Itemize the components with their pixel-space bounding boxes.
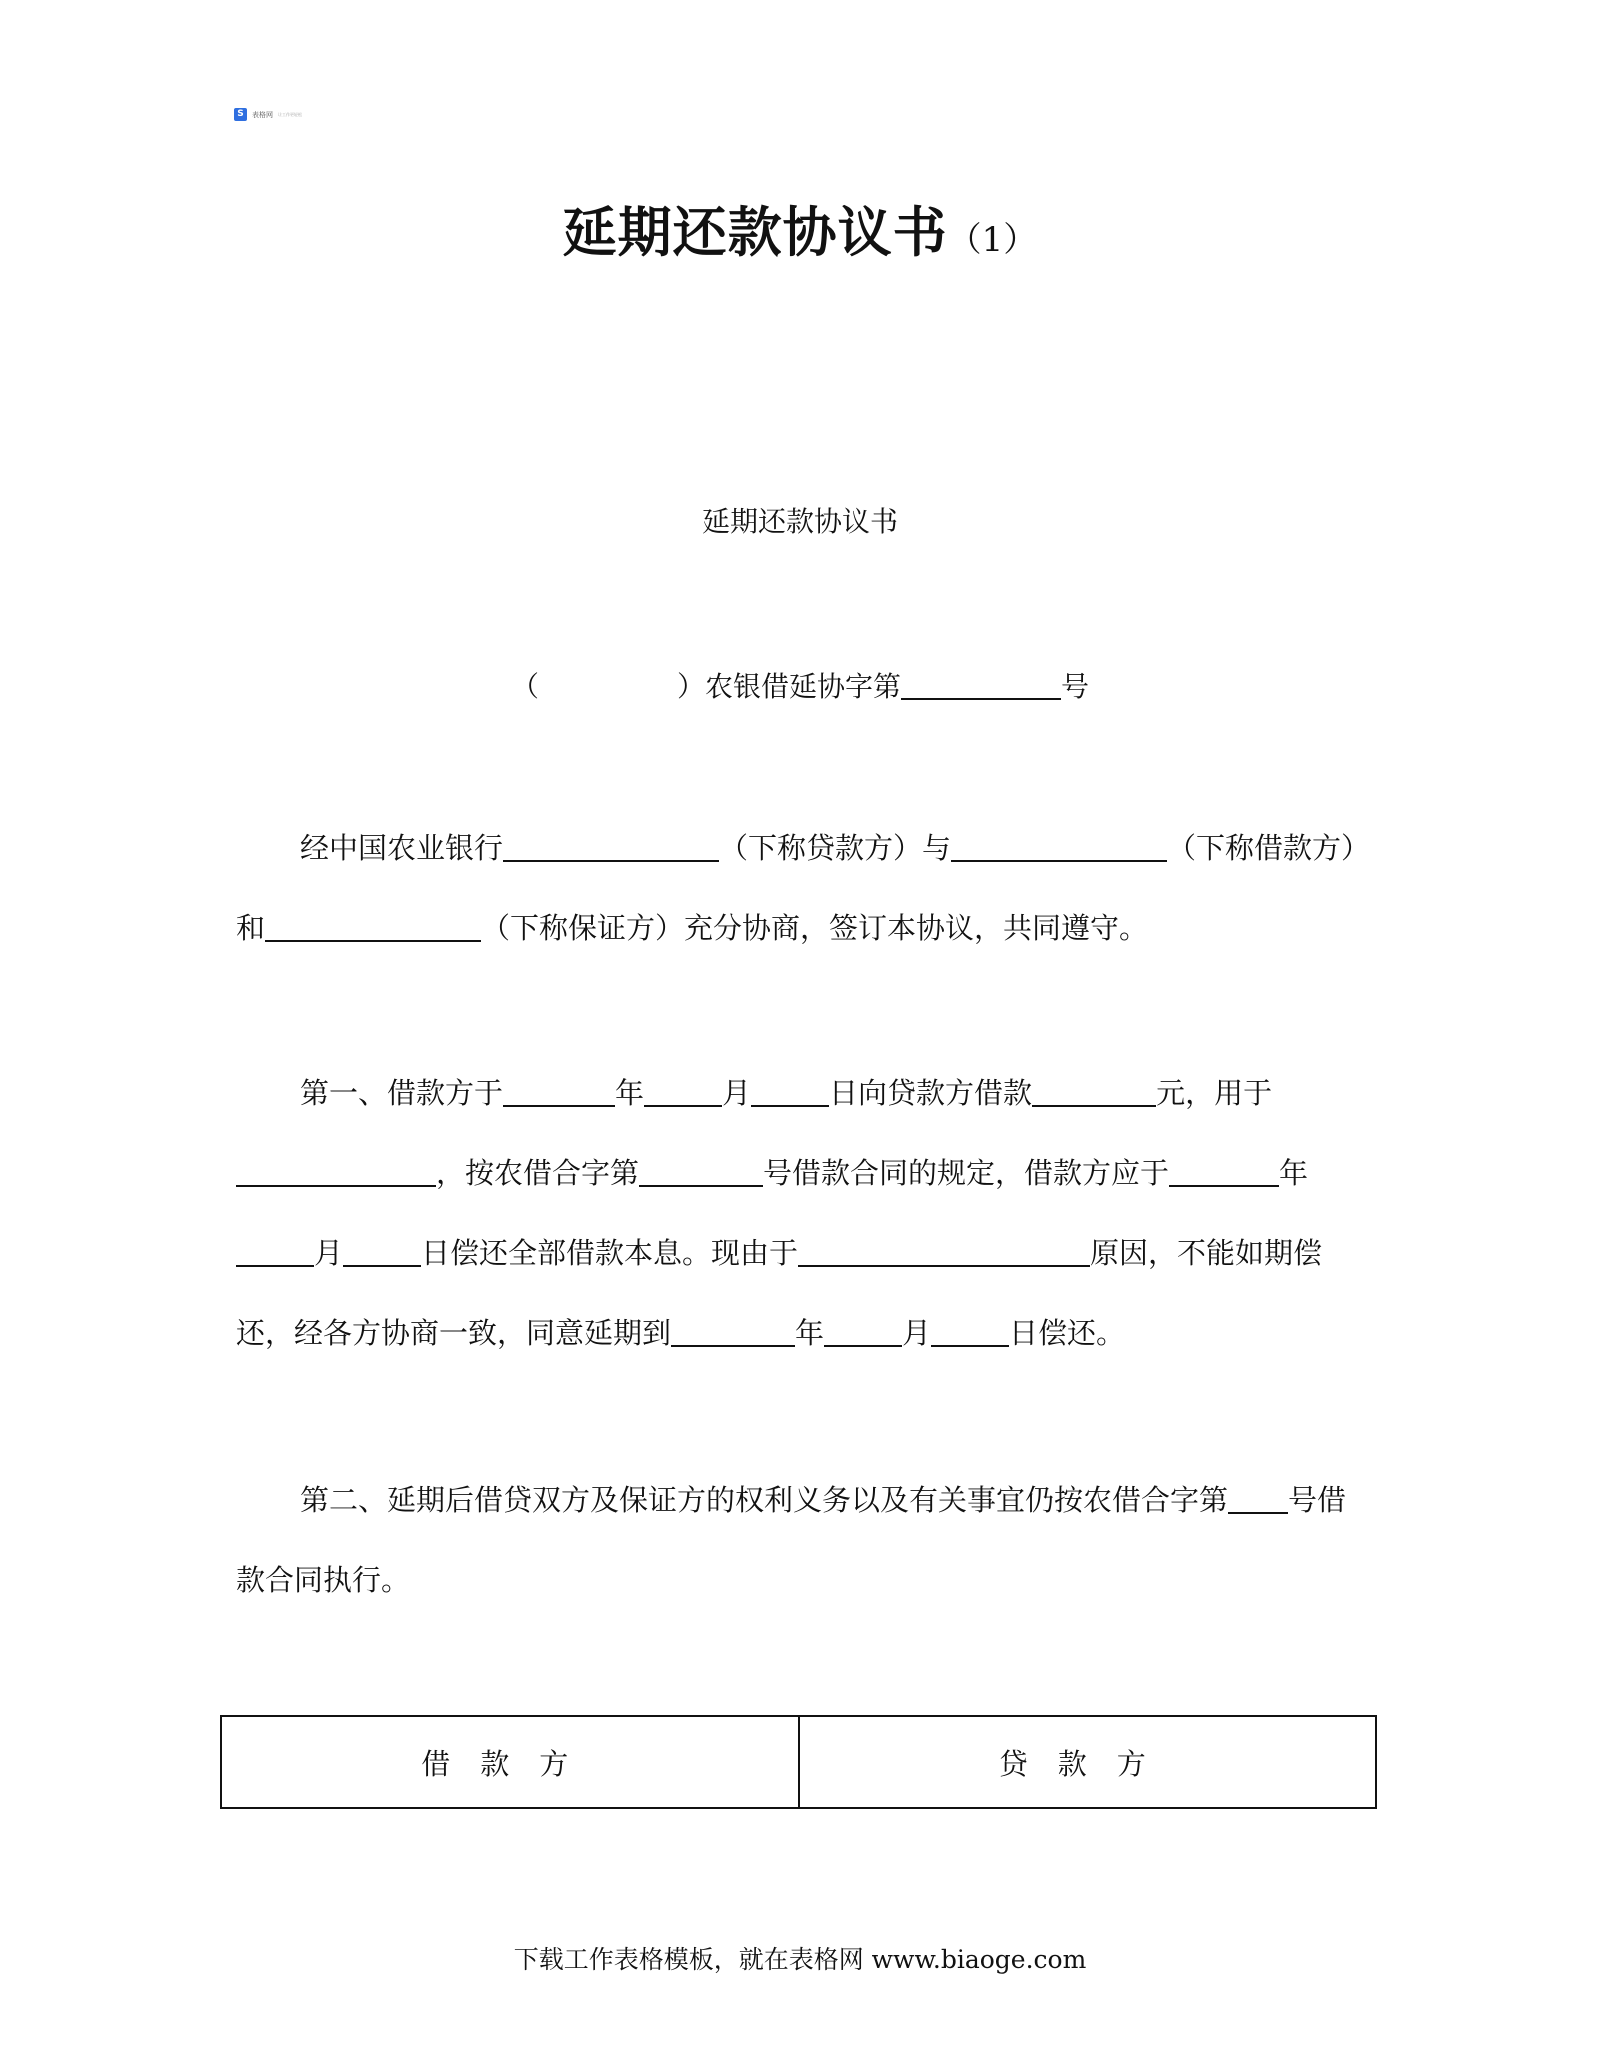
para2-text-13: 月 bbox=[902, 1316, 932, 1350]
guarantor-name-blank bbox=[265, 911, 481, 942]
original-contract-blank bbox=[1228, 1483, 1288, 1514]
page-title bbox=[0, 190, 1600, 267]
paragraph-parties bbox=[236, 808, 1364, 968]
due-year-blank bbox=[1169, 1156, 1279, 1187]
para2-text-8: 年 bbox=[1279, 1156, 1309, 1190]
signature-cell-borrower: 借款方 bbox=[421, 1746, 599, 1781]
para2-text-10: 日偿还全部借款本息。现由于 bbox=[421, 1236, 799, 1270]
borrower-name-blank bbox=[951, 831, 1167, 862]
loan-purpose-blank bbox=[236, 1156, 436, 1187]
document-subtitle: 延期还款协议书 bbox=[701, 505, 898, 538]
loan-amount-blank bbox=[1032, 1076, 1156, 1107]
para2-text-14: 日偿还。 bbox=[1009, 1316, 1126, 1350]
para2-text-6: ，按农借合字第 bbox=[436, 1156, 640, 1190]
para1-text-4: （下称保证方）充分协商，签订本协议，共同遵守。 bbox=[481, 911, 1149, 945]
docno-number-blank bbox=[901, 670, 1061, 700]
lender-name-blank bbox=[503, 831, 719, 862]
para2-text-3: 月 bbox=[722, 1076, 752, 1110]
para2-text-1: 第一、借款方于 bbox=[300, 1076, 504, 1110]
title-main: 延期还款协议书 bbox=[562, 201, 948, 264]
due-month-blank bbox=[236, 1236, 314, 1267]
extended-day-blank bbox=[931, 1316, 1009, 1347]
para2-text-12: 年 bbox=[795, 1316, 825, 1350]
loan-day-blank bbox=[751, 1076, 829, 1107]
brand-logo bbox=[234, 108, 302, 121]
loan-month-blank bbox=[644, 1076, 722, 1107]
para1-text-3: （下称借款方）和 bbox=[236, 831, 1356, 945]
signature-cell-lender: 贷款方 bbox=[798, 1717, 1376, 1807]
docno-tail: 号 bbox=[1061, 670, 1090, 703]
due-day-blank bbox=[343, 1236, 421, 1267]
paragraph-article-2 bbox=[236, 1460, 1364, 1620]
para3-text-1: 第二、延期后借贷双方及保证方的权利义务以及有关事宜仍按农借合字第 bbox=[300, 1483, 1229, 1517]
brand-slogan: 让工作更轻松 bbox=[278, 111, 302, 117]
reason-blank bbox=[798, 1236, 1090, 1267]
para2-text-5: 元，用于 bbox=[1156, 1076, 1273, 1110]
paragraph-article-1 bbox=[236, 1053, 1364, 1373]
signature-table bbox=[220, 1715, 1377, 1809]
extended-year-blank bbox=[671, 1316, 795, 1347]
brand-name: 表格网 bbox=[252, 110, 273, 119]
para2-text-4: 日向贷款方借款 bbox=[829, 1076, 1033, 1110]
brand-logo-icon: S bbox=[234, 108, 247, 121]
docno-middle: ）农银借延协字第 bbox=[676, 670, 901, 703]
para2-text-7: 号借款合同的规定，借款方应于 bbox=[763, 1156, 1170, 1190]
contract-number-blank bbox=[639, 1156, 763, 1187]
para1-text-1: 经中国农业银行 bbox=[300, 831, 504, 865]
para3-text-2: 号借款合同执行。 bbox=[236, 1483, 1347, 1597]
extended-month-blank bbox=[824, 1316, 902, 1347]
para2-text-9: 月 bbox=[314, 1236, 344, 1270]
loan-year-blank bbox=[503, 1076, 615, 1107]
document-number-line bbox=[0, 665, 1600, 705]
docno-open: （ bbox=[510, 670, 539, 703]
para2-text-11: 原因，不能如期偿还，经各方协商一致，同意延期到 bbox=[236, 1236, 1323, 1350]
title-suffix: （1） bbox=[947, 220, 1038, 260]
para2-text-2: 年 bbox=[615, 1076, 645, 1110]
page-footer: 下载工作表格模板，就在表格网 www.biaoge.com bbox=[513, 1945, 1087, 1974]
para1-text-2: （下称贷款方）与 bbox=[719, 831, 952, 865]
